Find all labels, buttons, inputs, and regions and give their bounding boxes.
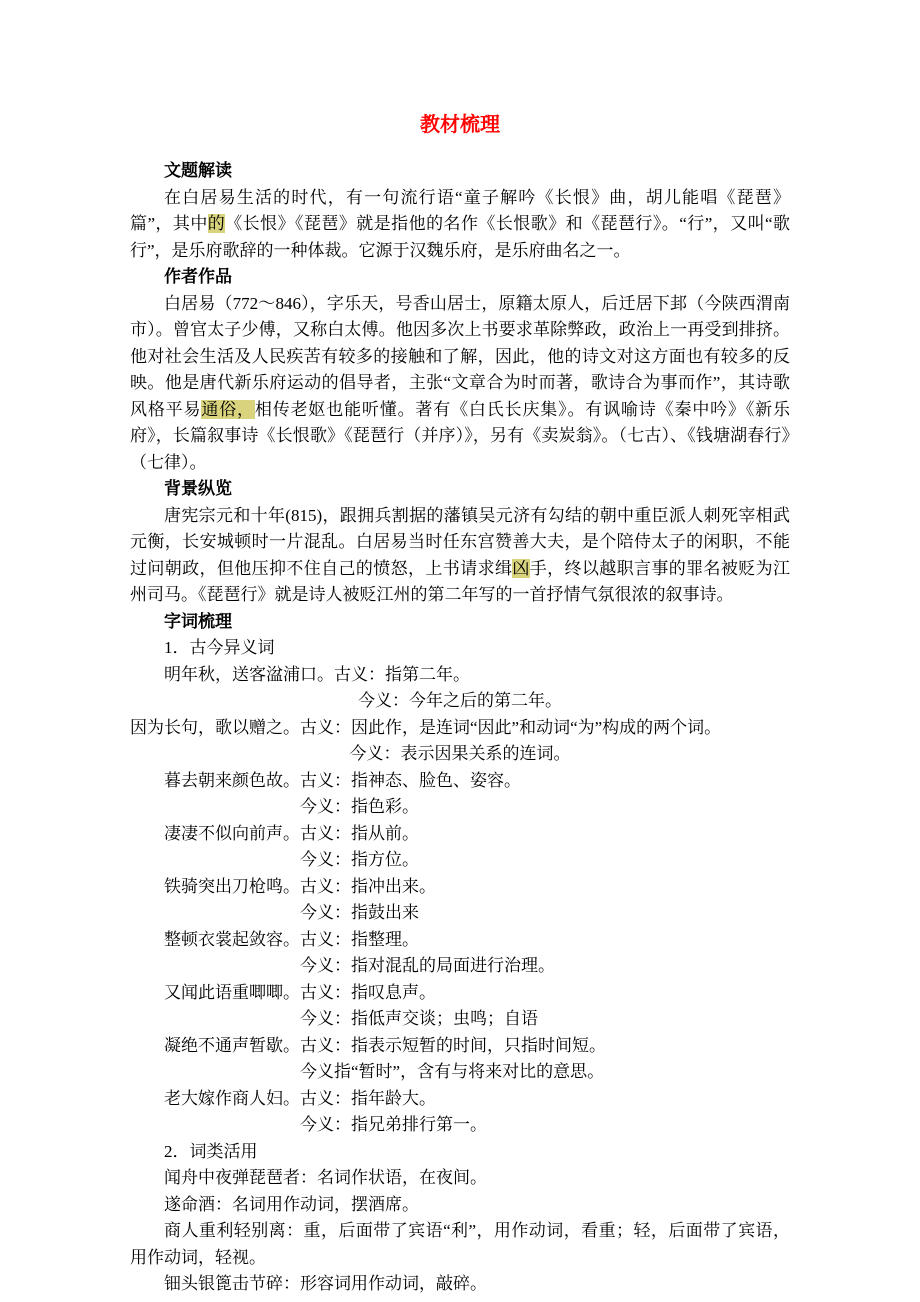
text-line: 凄凄不似向前声。古义：指从前。: [164, 823, 419, 843]
text-line: 1．古今异义词: [164, 638, 275, 657]
paragraph-text: 白居易（772～846），字乐天，号香山居士，原籍太原人，后迁居下邽（今陕西渭南市）。曾官太子少傅，又称白太傅。他因多次上书要求革除弊政，政治上一再受到排挤。他对社会生活及人民疾苦有较多的接触和了解，因此，他的诗文对这方面也有较多的反映。他是唐代新乐府运动的倡导者，主张“文章合为时而著，歌诗合为事而作”，其诗歌风格平易: [130, 293, 790, 419]
page-title: 教材梳理: [420, 114, 500, 136]
section-heading: 背景纵览: [164, 479, 232, 498]
text-line: 又闻此语重唧唧。古义：指叹息声。: [164, 982, 436, 1002]
paragraph-text: 唐宪宗元和十年(815)，跟拥兵割据的藩镇吴元济有勾结的朝中重臣派人刺死宰相武元衡，长安城顿时一片混乱。白居易当时任东宫赞善大夫，是个陪侍太子的闲职，不能过问朝政，但他压抑不住自己的愤怒，上书请求缉: [130, 505, 790, 578]
paragraph-text: 相传老妪也能听懂。著有《白氏长庆集》。有讽喻诗《秦中吟》《新乐府》，长篇叙事诗《长恨歌》《琵琶行（并序）》，另有《卖炭翁》。（七古）、《钱塘湖春行》（七律）。: [130, 399, 791, 472]
text-line: 今义：指低声交谈；虫鸣；自语: [300, 1009, 538, 1028]
text-line: 整顿衣裳起敛容。古义：指整理。: [164, 929, 419, 949]
text-line: 闻舟中夜弹琵琶者：名词作状语，在夜间。: [164, 1168, 487, 1187]
paragraph: [130, 291, 790, 477]
paragraph-text: 商人重利轻别离：重，后面带了宾语“利”，用作动词，看重；轻，后面带了宾语，用作动词，轻视。: [130, 1221, 790, 1267]
text-line: 铁骑突出刀枪鸣。古义：指冲出来。: [164, 876, 436, 896]
paragraph-text: 手，终以越职言事的罪名被贬为江州司马。《琵琶行》就是诗人被贬江州的第二年写的一首抒情气氛很浓的叙事诗。: [130, 558, 791, 604]
text-line: 今义：表示因果关系的连词。: [349, 744, 571, 763]
paragraph-text: 《长恨》《琵琶》就是指他的名作《长恨歌》和《琵琶行》。“行”，又叫“歌行”，是乐府歌辞的一种体裁。它源于汉魏乐府，是乐府曲名之一。: [130, 214, 791, 260]
text-line: 因为长句，歌以赠之。古义：因此作，是连词“因此”和动词“为”构成的两个词。: [130, 717, 722, 737]
text-line: 今义：指方位。: [300, 850, 419, 869]
highlighted-text: 通俗，: [201, 399, 255, 419]
paragraph: [130, 1218, 790, 1271]
text-line: 钿头银篦击节碎：形容词用作动词，敲碎。: [164, 1274, 487, 1293]
text-line: 2．词类活用: [164, 1141, 258, 1161]
text-line: 明年秋，送客湓浦口。古义：指第二年。: [164, 664, 470, 684]
highlighted-text: 凶: [512, 558, 530, 578]
paragraph-text: 在白居易生活的时代，有一句流行语“童子解吟《长恨》曲，胡儿能唱《琵琶》篇”，其中: [130, 187, 790, 233]
section-heading: 字词梳理: [164, 611, 232, 631]
text-line: 老大嫁作商人妇。古义：指年龄大。: [164, 1088, 436, 1108]
paragraph: [130, 185, 790, 265]
document-blocks: [130, 158, 790, 1298]
text-line: 今义指“暂时”，含有与将来对比的意思。: [300, 1062, 605, 1081]
text-line: 暮去朝来颜色故。古义：指神态、脸色、姿容。: [164, 770, 521, 790]
text-line: 今义：指对混乱的局面进行治理。: [300, 956, 555, 975]
section-heading: 文题解读: [164, 161, 232, 180]
text-line: 凝绝不通声暂歇。古义：指表示短暂的时间，只指时间短。: [164, 1035, 606, 1055]
text-line: 今义：指鼓出来: [300, 903, 419, 922]
text-line: 今义：今年之后的第二年。: [358, 691, 562, 710]
highlighted-text: 的: [207, 214, 226, 233]
paragraph: [130, 503, 790, 609]
document-content: [130, 110, 790, 1298]
text-line: 遂命酒：名词用作动词，摆酒席。: [164, 1194, 419, 1214]
text-line: 今义：指色彩。: [300, 797, 419, 816]
text-line: 今义：指兄弟排行第一。: [300, 1115, 487, 1134]
section-heading: 作者作品: [164, 267, 232, 286]
